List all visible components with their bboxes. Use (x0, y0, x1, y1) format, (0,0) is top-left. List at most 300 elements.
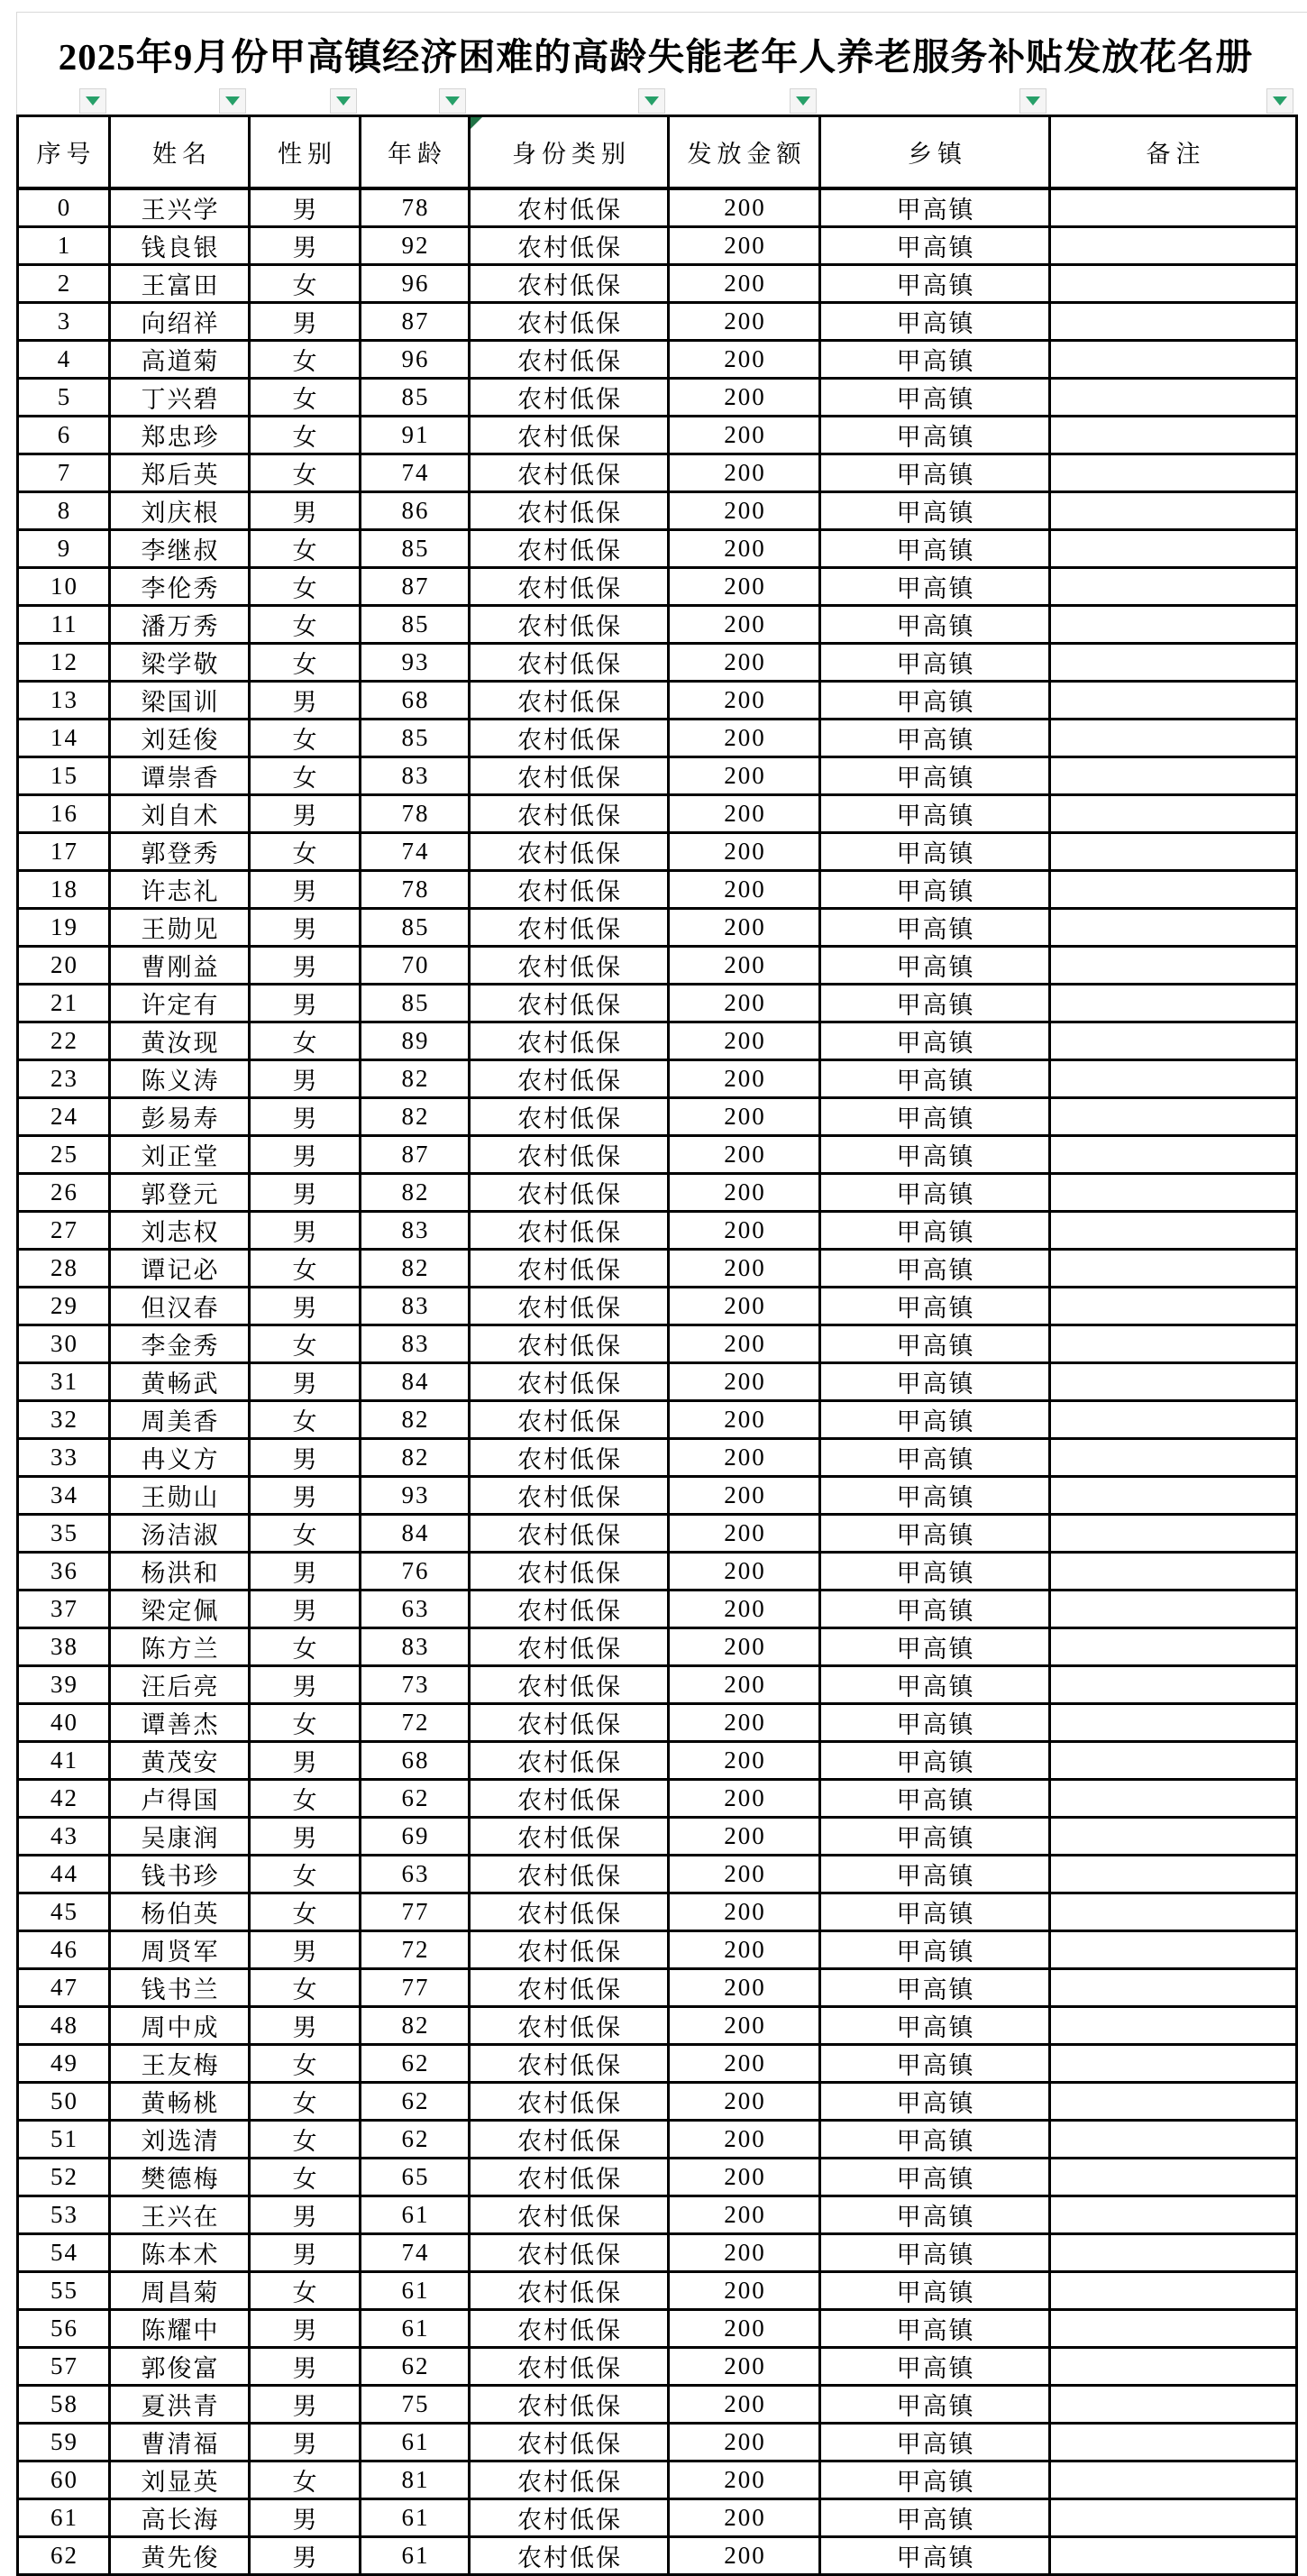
cell-amount: 200 (669, 341, 820, 379)
cell-town: 甲高镇 (820, 985, 1050, 1022)
cell-category: 农村低保 (470, 1363, 669, 1401)
cell-remark (1050, 1818, 1297, 1856)
cell-category: 农村低保 (470, 227, 669, 265)
cell-town: 甲高镇 (820, 2424, 1050, 2461)
table-row (18, 2272, 1297, 2310)
cell-remark (1050, 1401, 1297, 1439)
cell-remark (1050, 568, 1297, 606)
cell-age: 78 (361, 871, 470, 909)
filter-dropdown-button-name[interactable] (219, 88, 246, 114)
cell-town: 甲高镇 (820, 2083, 1050, 2121)
filter-dropdown-button-town[interactable] (1019, 88, 1047, 114)
cell-age: 85 (361, 720, 470, 757)
cell-category: 农村低保 (470, 188, 669, 227)
cell-age: 82 (361, 1174, 470, 1212)
cell-category: 农村低保 (470, 1969, 669, 2007)
cell-town: 甲高镇 (820, 2461, 1050, 2499)
cell-name: 陈耀中 (110, 2310, 250, 2348)
table-row (18, 644, 1297, 682)
cell-gender: 男 (250, 1553, 361, 1591)
cell-gender: 男 (250, 2007, 361, 2045)
cell-town: 甲高镇 (820, 1931, 1050, 1969)
filter-dropdown-button-age[interactable] (439, 88, 466, 114)
cell-name: 李伦秀 (110, 568, 250, 606)
cell-age: 82 (361, 1060, 470, 1098)
cell-amount: 200 (669, 1515, 820, 1553)
cell-amount: 200 (669, 1742, 820, 1780)
cell-no: 2 (18, 265, 110, 303)
cell-age: 65 (361, 2159, 470, 2196)
cell-town: 甲高镇 (820, 795, 1050, 833)
col-header-category-label: 身份类别 (512, 141, 631, 168)
cell-no: 8 (18, 492, 110, 530)
cell-age: 74 (361, 2234, 470, 2272)
cell-town: 甲高镇 (820, 1325, 1050, 1363)
cell-remark (1050, 2121, 1297, 2159)
cell-age: 81 (361, 2461, 470, 2499)
cell-no: 60 (18, 2461, 110, 2499)
table-row (18, 1818, 1297, 1856)
cell-name: 王富田 (110, 265, 250, 303)
col-header-category (470, 116, 669, 189)
table-row (18, 1780, 1297, 1818)
cell-age: 70 (361, 947, 470, 985)
cell-category: 农村低保 (470, 265, 669, 303)
filter-dropdown-icon (445, 96, 460, 105)
cell-name: 郭俊富 (110, 2348, 250, 2386)
cell-amount: 200 (669, 1704, 820, 1742)
table-row (18, 341, 1297, 379)
cell-age: 87 (361, 1136, 470, 1174)
cell-amount: 200 (669, 2196, 820, 2234)
cell-age: 63 (361, 1856, 470, 1893)
cell-town: 甲高镇 (820, 1856, 1050, 1893)
cell-amount: 200 (669, 417, 820, 454)
cell-gender: 女 (250, 2461, 361, 2499)
cell-name: 梁国训 (110, 682, 250, 720)
table-row (18, 871, 1297, 909)
cell-no: 48 (18, 2007, 110, 2045)
cell-name: 陈方兰 (110, 1628, 250, 1666)
table-row (18, 530, 1297, 568)
cell-amount: 200 (669, 606, 820, 644)
table-row (18, 1628, 1297, 1666)
cell-gender: 男 (250, 1098, 361, 1136)
cell-age: 83 (361, 757, 470, 795)
cell-no: 45 (18, 1893, 110, 1931)
cell-amount: 200 (669, 454, 820, 492)
cell-gender: 男 (250, 2386, 361, 2424)
cell-no: 3 (18, 303, 110, 341)
cell-no: 50 (18, 2083, 110, 2121)
cell-gender: 男 (250, 492, 361, 530)
cell-gender: 男 (250, 947, 361, 985)
cell-remark (1050, 1098, 1297, 1136)
table-row (18, 2537, 1297, 2575)
cell-category: 农村低保 (470, 2499, 669, 2537)
cell-gender: 女 (250, 833, 361, 871)
cell-no: 13 (18, 682, 110, 720)
cell-remark (1050, 1628, 1297, 1666)
cell-name: 郑后英 (110, 454, 250, 492)
cell-name: 梁定佩 (110, 1591, 250, 1628)
cell-category: 农村低保 (470, 2348, 669, 2386)
cell-no: 35 (18, 1515, 110, 1553)
cell-no: 56 (18, 2310, 110, 2348)
cell-amount: 200 (669, 2461, 820, 2499)
cell-remark (1050, 227, 1297, 265)
cell-name: 钱良银 (110, 227, 250, 265)
col-header-remark: 备注 (1050, 116, 1297, 189)
cell-category: 农村低保 (470, 606, 669, 644)
cell-age: 72 (361, 1931, 470, 1969)
cell-amount: 200 (669, 1136, 820, 1174)
cell-category: 农村低保 (470, 1174, 669, 1212)
cell-amount: 200 (669, 1628, 820, 1666)
cell-gender: 男 (250, 909, 361, 947)
filter-dropdown-button-category[interactable] (638, 88, 665, 114)
table-row (18, 454, 1297, 492)
cell-no: 33 (18, 1439, 110, 1477)
cell-no: 9 (18, 530, 110, 568)
filter-dropdown-button-gender[interactable] (330, 88, 357, 114)
cell-age: 78 (361, 188, 470, 227)
cell-amount: 200 (669, 1212, 820, 1250)
cell-no: 59 (18, 2424, 110, 2461)
cell-town: 甲高镇 (820, 2386, 1050, 2424)
cell-amount: 200 (669, 720, 820, 757)
table-row (18, 1363, 1297, 1401)
cell-gender: 女 (250, 1250, 361, 1288)
cell-name: 刘正堂 (110, 1136, 250, 1174)
filter-dropdown-button-no[interactable] (79, 88, 106, 114)
cell-no: 44 (18, 1856, 110, 1893)
cell-amount: 200 (669, 947, 820, 985)
cell-category: 农村低保 (470, 833, 669, 871)
cell-gender: 男 (250, 1591, 361, 1628)
cell-remark (1050, 417, 1297, 454)
cell-no: 6 (18, 417, 110, 454)
table-row (18, 1060, 1297, 1098)
filter-dropdown-button-amount[interactable] (790, 88, 817, 114)
cell-amount: 200 (669, 1363, 820, 1401)
cell-no: 16 (18, 795, 110, 833)
cell-remark (1050, 1174, 1297, 1212)
cell-amount: 200 (669, 1325, 820, 1363)
cell-amount: 200 (669, 985, 820, 1022)
cell-age: 96 (361, 341, 470, 379)
table-row (18, 1591, 1297, 1628)
cell-town: 甲高镇 (820, 2348, 1050, 2386)
cell-gender: 男 (250, 227, 361, 265)
table-row (18, 1553, 1297, 1591)
cell-category: 农村低保 (470, 1250, 669, 1288)
cell-remark (1050, 1136, 1297, 1174)
cell-name: 刘选清 (110, 2121, 250, 2159)
cell-amount: 200 (669, 833, 820, 871)
cell-town: 甲高镇 (820, 757, 1050, 795)
cell-town: 甲高镇 (820, 606, 1050, 644)
cell-no: 53 (18, 2196, 110, 2234)
cell-name: 曹刚益 (110, 947, 250, 985)
cell-town: 甲高镇 (820, 2499, 1050, 2537)
cell-amount: 200 (669, 2159, 820, 2196)
cell-amount: 200 (669, 1174, 820, 1212)
cell-town: 甲高镇 (820, 947, 1050, 985)
cell-gender: 男 (250, 303, 361, 341)
cell-name: 陈义涛 (110, 1060, 250, 1098)
filter-dropdown-icon (644, 96, 659, 105)
cell-remark (1050, 1325, 1297, 1363)
cell-age: 85 (361, 909, 470, 947)
cell-remark (1050, 720, 1297, 757)
cell-category: 农村低保 (470, 1136, 669, 1174)
cell-name: 周美香 (110, 1401, 250, 1439)
table-row (18, 1893, 1297, 1931)
cell-gender: 女 (250, 757, 361, 795)
cell-category: 农村低保 (470, 2461, 669, 2499)
cell-no: 57 (18, 2348, 110, 2386)
cell-name: 王勋见 (110, 909, 250, 947)
table-row (18, 682, 1297, 720)
cell-gender: 男 (250, 871, 361, 909)
cell-age: 93 (361, 1477, 470, 1515)
filter-dropdown-icon (225, 96, 240, 105)
cell-age: 61 (361, 2537, 470, 2575)
cell-age: 92 (361, 227, 470, 265)
table-row (18, 303, 1297, 341)
table-row (18, 492, 1297, 530)
cell-town: 甲高镇 (820, 1022, 1050, 1060)
cell-gender: 女 (250, 1969, 361, 2007)
table-row (18, 985, 1297, 1022)
cell-category: 农村低保 (470, 1704, 669, 1742)
cell-amount: 200 (669, 2424, 820, 2461)
cell-no: 41 (18, 1742, 110, 1780)
cell-town: 甲高镇 (820, 1363, 1050, 1401)
table-body (18, 188, 1297, 2575)
cell-name: 谭善杰 (110, 1704, 250, 1742)
col-header-no: 序号 (18, 116, 110, 189)
cell-town: 甲高镇 (820, 1704, 1050, 1742)
cell-name: 汪后亮 (110, 1666, 250, 1704)
cell-age: 83 (361, 1288, 470, 1325)
cell-amount: 200 (669, 1250, 820, 1288)
table-row (18, 1098, 1297, 1136)
cell-town: 甲高镇 (820, 2234, 1050, 2272)
cell-gender: 男 (250, 188, 361, 227)
cell-amount: 200 (669, 1439, 820, 1477)
cell-town: 甲高镇 (820, 227, 1050, 265)
cell-amount: 200 (669, 1931, 820, 1969)
cell-amount: 200 (669, 227, 820, 265)
header-row (18, 116, 1297, 189)
cell-no: 52 (18, 2159, 110, 2196)
cell-no: 36 (18, 1553, 110, 1591)
table-row (18, 1212, 1297, 1250)
cell-category: 农村低保 (470, 1931, 669, 1969)
cell-age: 61 (361, 2272, 470, 2310)
cell-age: 77 (361, 1893, 470, 1931)
cell-remark (1050, 1893, 1297, 1931)
cell-age: 61 (361, 2310, 470, 2348)
cell-no: 7 (18, 454, 110, 492)
cell-age: 78 (361, 795, 470, 833)
cell-town: 甲高镇 (820, 265, 1050, 303)
cell-remark (1050, 757, 1297, 795)
cell-gender: 女 (250, 454, 361, 492)
cell-category: 农村低保 (470, 492, 669, 530)
cell-remark (1050, 1969, 1297, 2007)
cell-category: 农村低保 (470, 2159, 669, 2196)
cell-name: 刘显英 (110, 2461, 250, 2499)
cell-no: 51 (18, 2121, 110, 2159)
cell-name: 潘万秀 (110, 606, 250, 644)
cell-town: 甲高镇 (820, 2537, 1050, 2575)
cell-name: 许定有 (110, 985, 250, 1022)
cell-remark (1050, 2461, 1297, 2499)
cell-gender: 男 (250, 2424, 361, 2461)
cell-category: 农村低保 (470, 947, 669, 985)
cell-town: 甲高镇 (820, 2196, 1050, 2234)
cell-name: 黄汝现 (110, 1022, 250, 1060)
cell-category: 农村低保 (470, 1022, 669, 1060)
cell-name: 梁学敬 (110, 644, 250, 682)
cell-no: 49 (18, 2045, 110, 2083)
cell-name: 彭易寿 (110, 1098, 250, 1136)
table-row (18, 1174, 1297, 1212)
cell-name: 杨洪和 (110, 1553, 250, 1591)
cell-age: 86 (361, 492, 470, 530)
table-row (18, 2159, 1297, 2196)
cell-name: 郭登秀 (110, 833, 250, 871)
table-row (18, 947, 1297, 985)
cell-remark (1050, 947, 1297, 985)
cell-no: 58 (18, 2386, 110, 2424)
cell-town: 甲高镇 (820, 379, 1050, 417)
cell-name: 谭记必 (110, 1250, 250, 1288)
table-row (18, 2121, 1297, 2159)
cell-remark (1050, 2424, 1297, 2461)
cell-name: 陈本术 (110, 2234, 250, 2272)
cell-age: 62 (361, 1780, 470, 1818)
cell-remark (1050, 1363, 1297, 1401)
table-row (18, 720, 1297, 757)
cell-amount: 200 (669, 644, 820, 682)
cell-age: 83 (361, 1212, 470, 1250)
cell-town: 甲高镇 (820, 909, 1050, 947)
cell-name: 周昌菊 (110, 2272, 250, 2310)
cell-town: 甲高镇 (820, 1439, 1050, 1477)
cell-gender: 男 (250, 1931, 361, 1969)
cell-category: 农村低保 (470, 1515, 669, 1553)
table-row (18, 1250, 1297, 1288)
table-row (18, 568, 1297, 606)
cell-remark (1050, 2499, 1297, 2537)
cell-age: 83 (361, 1325, 470, 1363)
cell-gender: 女 (250, 644, 361, 682)
cell-no: 42 (18, 1780, 110, 1818)
cell-town: 甲高镇 (820, 2310, 1050, 2348)
cell-gender: 女 (250, 606, 361, 644)
cell-name: 刘自术 (110, 795, 250, 833)
cell-no: 28 (18, 1250, 110, 1288)
cell-amount: 200 (669, 757, 820, 795)
cell-gender: 男 (250, 2499, 361, 2537)
cell-remark (1050, 2537, 1297, 2575)
page-title: 2025年9月份甲高镇经济困难的高龄失能老年人养老服务补贴发放花名册 (58, 36, 1254, 78)
cell-category: 农村低保 (470, 1666, 669, 1704)
cell-category: 农村低保 (470, 341, 669, 379)
table-row (18, 1969, 1297, 2007)
cell-remark (1050, 1515, 1297, 1553)
table-row (18, 795, 1297, 833)
cell-amount: 200 (669, 1856, 820, 1893)
table-row (18, 1401, 1297, 1439)
cell-name: 曹清福 (110, 2424, 250, 2461)
cell-town: 甲高镇 (820, 568, 1050, 606)
cell-no: 29 (18, 1288, 110, 1325)
col-header-town: 乡镇 (820, 116, 1050, 189)
cell-town: 甲高镇 (820, 1742, 1050, 1780)
cell-remark (1050, 1780, 1297, 1818)
cell-remark (1050, 1553, 1297, 1591)
cell-remark (1050, 2272, 1297, 2310)
cell-no: 34 (18, 1477, 110, 1515)
cell-category: 农村低保 (470, 530, 669, 568)
cell-name: 钱书珍 (110, 1856, 250, 1893)
cell-remark (1050, 1250, 1297, 1288)
col-header-name: 姓名 (110, 116, 250, 189)
cell-remark (1050, 909, 1297, 947)
cell-name: 王兴在 (110, 2196, 250, 2234)
table-row (18, 2348, 1297, 2386)
cell-category: 农村低保 (470, 1628, 669, 1666)
cell-gender: 女 (250, 341, 361, 379)
cell-gender: 女 (250, 2272, 361, 2310)
cell-age: 82 (361, 1250, 470, 1288)
filter-dropdown-button-remark[interactable] (1266, 88, 1293, 114)
cell-age: 84 (361, 1363, 470, 1401)
cell-gender: 男 (250, 2196, 361, 2234)
cell-no: 39 (18, 1666, 110, 1704)
cell-age: 61 (361, 2499, 470, 2537)
cell-name: 李金秀 (110, 1325, 250, 1363)
cell-age: 84 (361, 1515, 470, 1553)
cell-name: 黄畅桃 (110, 2083, 250, 2121)
cell-gender: 男 (250, 2537, 361, 2575)
cell-name: 王勋山 (110, 1477, 250, 1515)
cell-no: 26 (18, 1174, 110, 1212)
table-row (18, 2386, 1297, 2424)
cell-age: 85 (361, 985, 470, 1022)
cell-town: 甲高镇 (820, 682, 1050, 720)
cell-name: 汤洁淑 (110, 1515, 250, 1553)
cell-name: 但汉春 (110, 1288, 250, 1325)
cell-category: 农村低保 (470, 379, 669, 417)
cell-age: 61 (361, 2196, 470, 2234)
cell-name: 谭崇香 (110, 757, 250, 795)
table-row (18, 265, 1297, 303)
cell-town: 甲高镇 (820, 341, 1050, 379)
cell-no: 27 (18, 1212, 110, 1250)
cell-town: 甲高镇 (820, 871, 1050, 909)
green-corner-marker-icon (471, 117, 482, 129)
cell-age: 82 (361, 1401, 470, 1439)
cell-category: 农村低保 (470, 2234, 669, 2272)
cell-town: 甲高镇 (820, 1212, 1050, 1250)
cell-name: 黄先俊 (110, 2537, 250, 2575)
